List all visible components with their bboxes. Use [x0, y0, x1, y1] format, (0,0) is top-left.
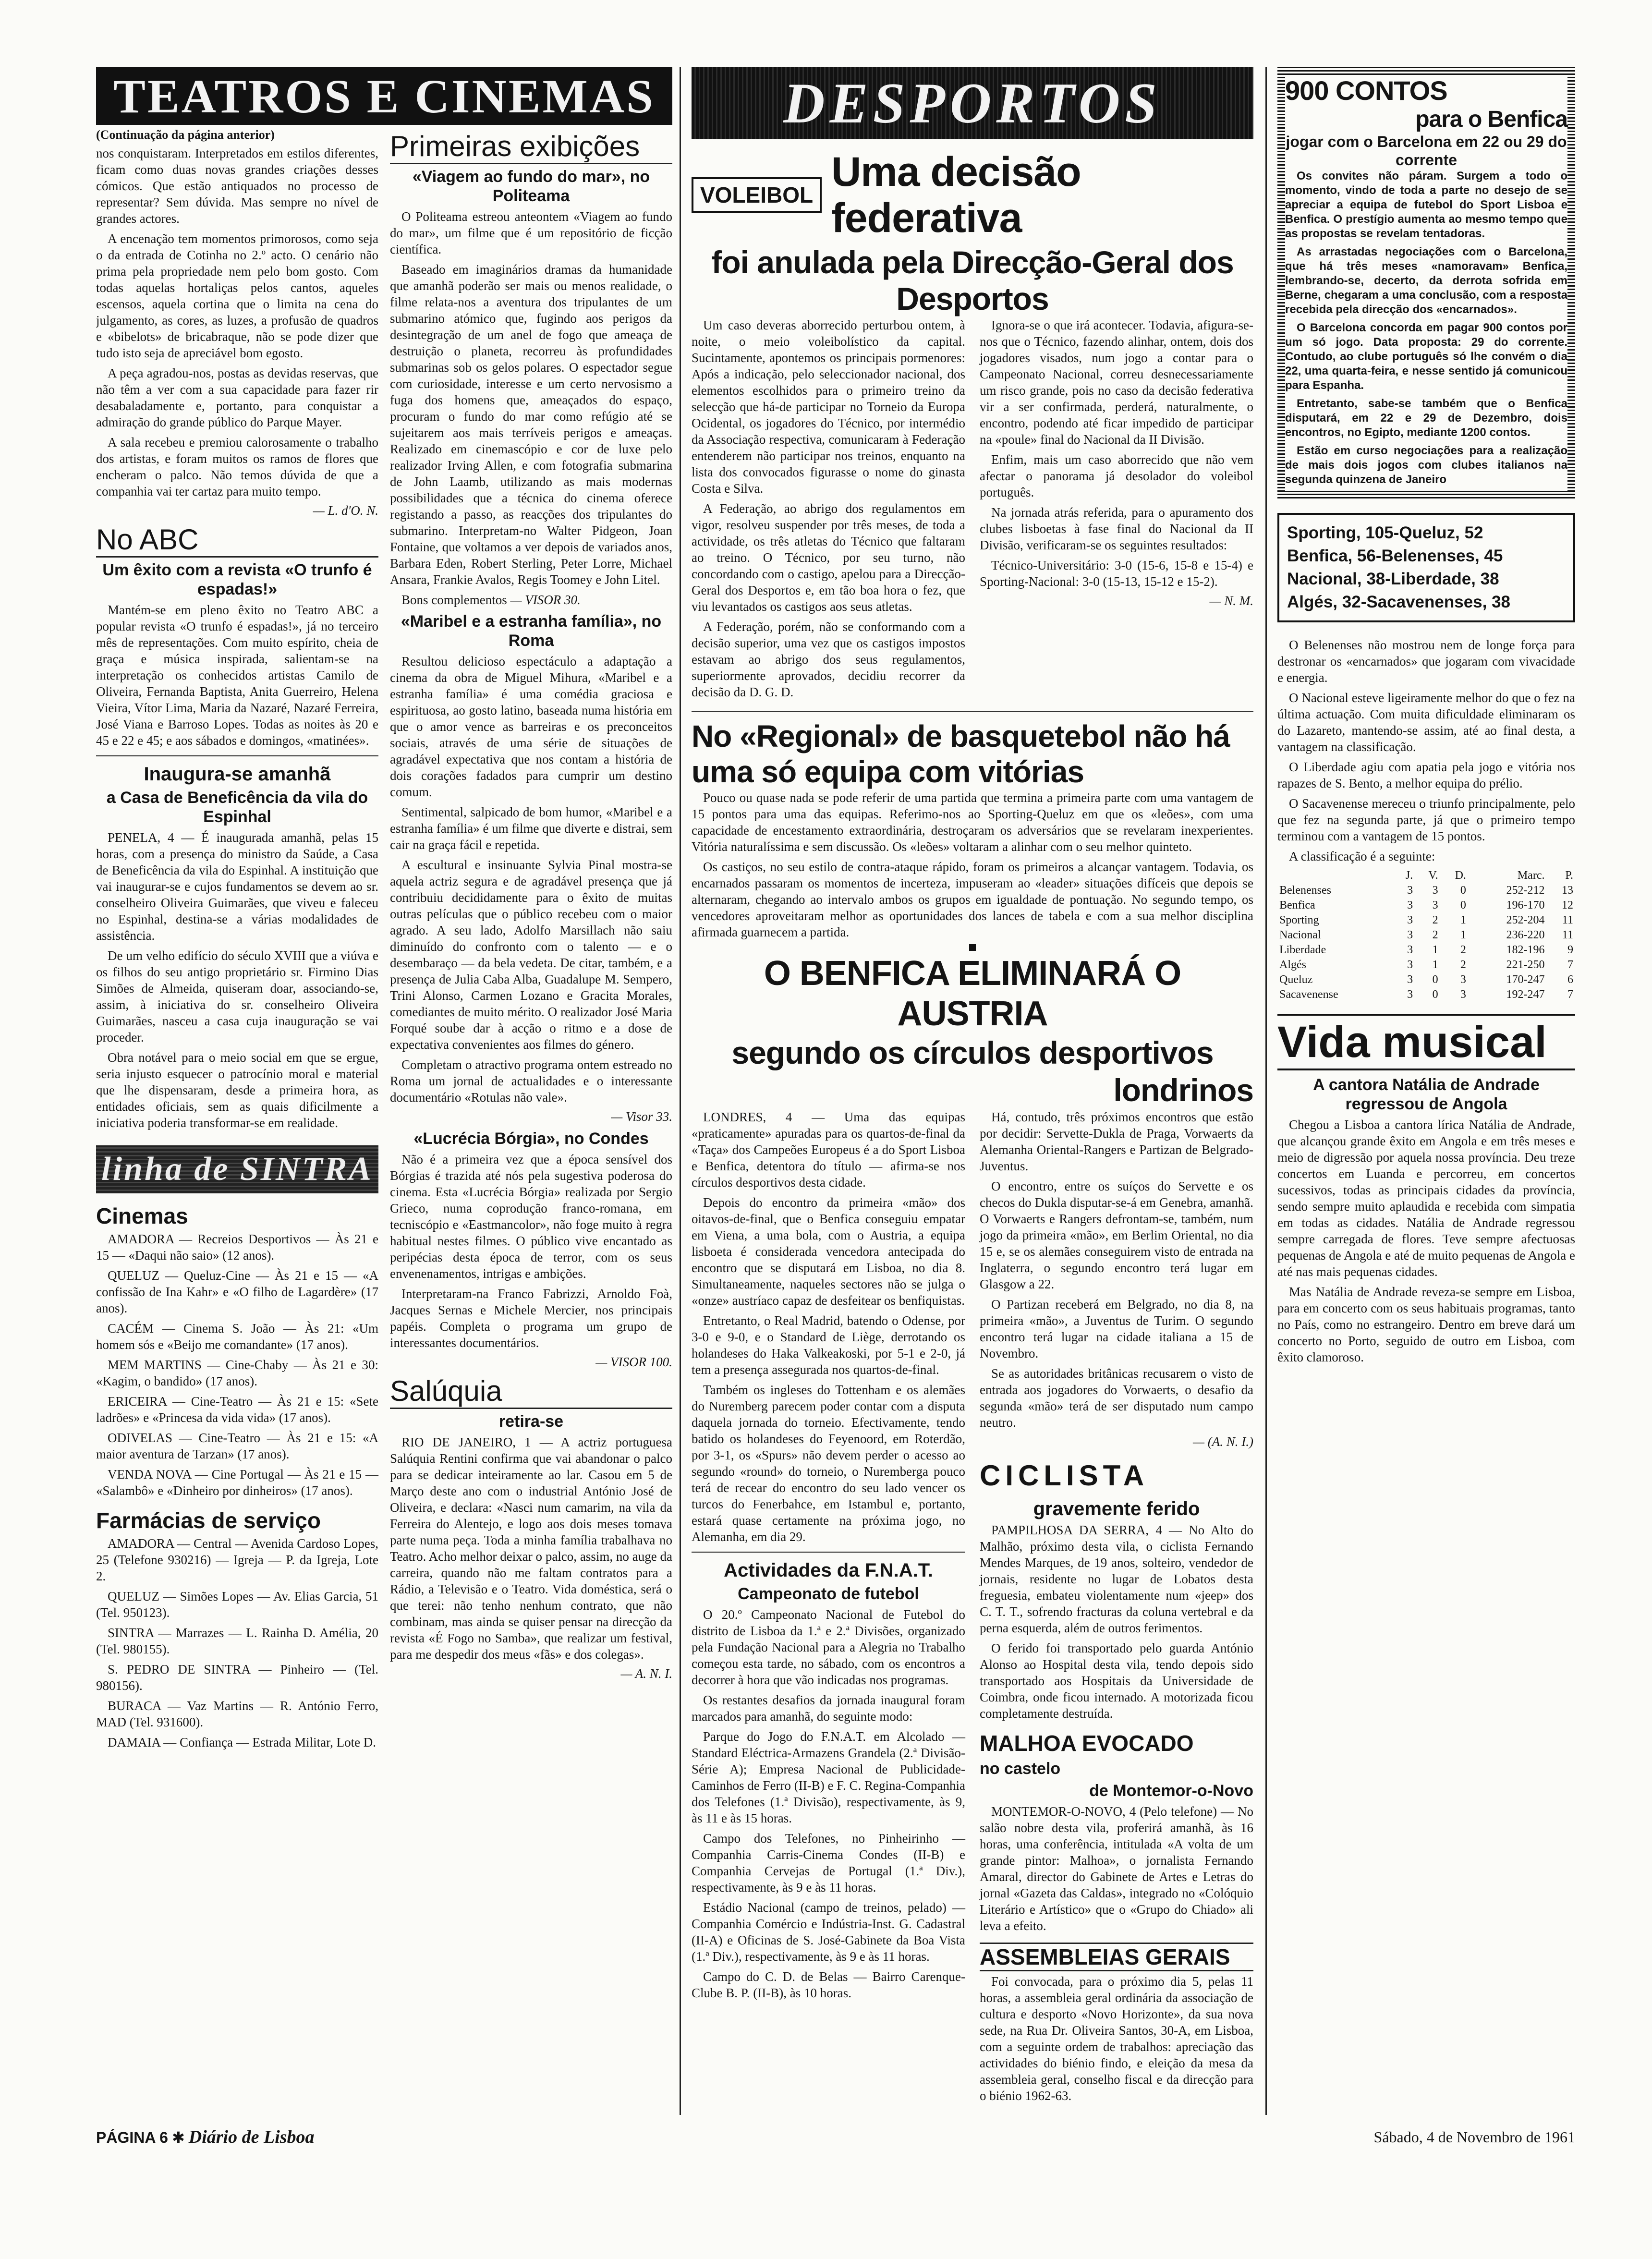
- paragraph: Um caso deveras aborrecido perturbou ontem, à noite, o meio voleibolístico da capital. Sucintamente, apontemos os principais pormenores: Após a indicação, pelo seleccionador nacional, dos elementos escolhidos para o primeiro treino da selecção que há-de participar no Torneio da Europa Ocidental, os jogadores do Técnico, por intermédio da Associação respectiva, comunicaram à Federação entenderem não participar nos treinos, enquanto na lista dos convocados figurasse o nome do ginasta Costa e Silva.: [692, 318, 965, 496]
- cell: 236-220: [1506, 929, 1545, 941]
- table-row: [1277, 958, 1575, 972]
- paragraph: Sentimental, salpicado de bom humor, «Maribel e a estranha família» é um filme que diverte e distrai, sem cair na graça fácil e repetida.: [390, 805, 672, 852]
- benfica-headline: O BENFICA ELIMINARÁ O AUSTRIA: [764, 954, 1181, 1033]
- voleibol-header: [692, 149, 1253, 241]
- pharmacy-listing: S. PEDRO DE SINTRA — Pinheiro — (Tel. 980156).: [96, 1662, 378, 1693]
- cinema-listing: CACÉM — Cinema S. João — Às 21: «Um homem sós e «Beijo me comandante» (17 anos).: [96, 1321, 378, 1352]
- paragraph: O Politeama estreou anteontem «Viagem ao fundo do mar», um filme que é um repositório de ficção científica.: [390, 209, 672, 256]
- cell: 0: [1460, 899, 1466, 911]
- paragraph: Também os ingleses do Tottenham e os alemães do Nuremberg parecem poder contar com a disputa daquela jornada do torneio. Efectivamente, tendo batido os holandeses do Feyenoord, em Roterdão, por 3-1, os «Spurs» não devem perder o acesso ao segundo «round» do torneio, o Nuremberga pouco terá de recear do encontro do seu lado vencer os turcos do Fenerbahce, em Istambul e, portanto, estará quase certamente na próxima jogo, no Alemanha, em dia 29.: [692, 1383, 965, 1544]
- lucrecia-subtitle: «Lucrécia Bórgia», no Condes: [413, 1130, 649, 1148]
- cell: 196-170: [1506, 899, 1545, 911]
- signature: — VISOR 100.: [595, 1355, 672, 1369]
- signature: — L. d'O. N.: [313, 503, 378, 518]
- cell: Benfica: [1279, 899, 1315, 911]
- cell: 7: [1567, 988, 1573, 1001]
- paragraph: nos conquistaram. Interpretados em estilos diferentes, ficam como duas novas grandes criações desses cómicos. Que estão antiquados no processo de representar? Sem dúvida. Mas sempre no nível de grandes actores.: [96, 146, 378, 226]
- paragraph: Os restantes desafios da jornada inaugural foram marcados para amanhã, do seguinte modo:: [692, 1693, 965, 1724]
- page-footer: [96, 2123, 1575, 2151]
- decisao-col-b: [980, 317, 1253, 704]
- left-subcol-a: [96, 125, 378, 1754]
- paragraph: A escultural e insinuante Sylvia Pinal mostra-se aquela actriz segura e de agradável presença que já contribuiu decididamente para o êxito de muitas outras películas que o público recebeu com o maior agrado. A seu lado, Adolfo Marsillach não saiu diminuído do confronto com o talento — e o desembaraço — da bela vedeta. De citar, também, e a presença de Julia Caba Alba, Guadalupe M. Sempero, Trini Alonso, Carmen Lozano e Gracita Morales, comediantes de muito mérito. O realizador José Maria Forqué soube dar à acção o ritmo e a dose de expectativa convenientes aos filmes do género.: [390, 858, 672, 1052]
- text: Bons complementos: [401, 593, 507, 607]
- teatros-masthead: TEATROS E CINEMAS: [96, 67, 672, 125]
- cell: 2: [1460, 944, 1466, 956]
- pharmacy-listing: QUELUZ — Simões Lopes — Av. Elias Garcia, 51 (Tel. 950123).: [96, 1589, 378, 1620]
- saluquia-subtitle: retira-se: [498, 1412, 564, 1431]
- paragraph: O Belenenses não mostrou nem de longe força para destronar os «encarnados» que jogaram com vivacidade e energia.: [1277, 638, 1575, 685]
- paragraph: O Partizan receberá em Belgrado, no dia 8, na primeira «mão», a Juventus de Turim. O segundo encontro terá lugar na cidade italiana a 15 de Novembro.: [980, 1297, 1253, 1360]
- paragraph: Enfim, mais um caso aborrecido que não vem afectar o panorama já desolador do voleibol português.: [980, 452, 1253, 499]
- abc-title: No ABC: [96, 523, 378, 558]
- paragraph: Há, contudo, três próximos encontros que estão por decidir: Servette-Dukla de Praga, Vorwaerts da Alemanha Oriental-Rangers e Partizan de Belgrado-Juventus.: [980, 1110, 1253, 1173]
- paragraph: Os convites não páram. Surgem a todo o momento, vindo de toda a parte no desejo de se apreciar a equipa de futebol do Sport Lisboa e Benfica. O prestígio aumenta ao mesmo tempo que as propostas se revelam tentadoras.: [1285, 170, 1567, 240]
- paragraph: LONDRES, 4 — Uma das equipas «praticamente» apuradas para os quartos-de-final da «Taça» dos Campeões Europeus é a do Sport Lisboa e Benfica, detentora do título — afirma-se nos círculos desportivos desta cidade.: [692, 1110, 965, 1190]
- cell: 3: [1407, 959, 1413, 971]
- cell: 13: [1562, 884, 1573, 897]
- paragraph: Na jornada atrás referida, para o apuramento dos clubes lisboetas à fase final do Nacional da II Divisão, verificaram-se os seguintes resultados:: [980, 505, 1253, 552]
- contos-headline: 900 CONTOS: [1285, 75, 1447, 106]
- paragraph: Os castiços, no seu estilo de contra-ataque rápido, foram os primeiros a alcançar vantagem. Todavia, os encarnados passaram os momentos de incerteza, impuseram ao «leader» situações difíceis que depois se alternaram, chegando ao intervalo ambos os grupos em igualdade de pontuação. No segundo tempo, os vencedores aproveitaram melhor as oportunidades dos lances de tabela e com a sua melhor disciplina afirmada guarnecem a partida.: [692, 860, 1253, 939]
- cell: 182-196: [1506, 944, 1545, 956]
- pharmacy-listing: AMADORA — Central — Avenida Cardoso Lopes, 25 (Telefone 930216) — Igreja — P. da Igreja, Lote 2.: [96, 1536, 378, 1583]
- cell: 1: [1432, 959, 1438, 971]
- paragraph: O Barcelona concorda em pagar 900 contos por um só jogo. Data proposta: 29 do corrente. Contudo, ao clube português só lhe convém o dia 22, uma quarta-feira, e nesse sentido já comunicou para Espanha.: [1285, 321, 1567, 392]
- decisao-body: [692, 317, 1253, 704]
- contos-headline-3: jogar com o Barcelona em 22 ou 29 do corrente: [1286, 133, 1567, 169]
- cell: Nacional: [1279, 929, 1321, 941]
- cell: 1: [1460, 914, 1466, 926]
- paragraph: Foi convocada, para o próximo dia 5, pelas 11 horas, a assembleia geral ordinária da associação de cultura e desporto «Novo Horizonte», da sua nova sede, na Rua Dr. Oliveira Santos, 30-A, em Lisboa, com a seguinte ordem de trabalhos: apreciação das actividades do biénio findo, e eleição da mesa da assembleia geral, conselho fiscal e da direcção para o biénio 1962-63.: [980, 1974, 1253, 2103]
- cell: 0: [1460, 884, 1466, 897]
- ciclista-subtitle: gravemente ferido: [1033, 1498, 1200, 1519]
- paragraph: Estádio Nacional (campo de treinos, pelado) — Companhia Comércio e Indústria-Inst. G. Cadastral (II-A) e Oficinas de S. José-Gabinete da Boa Vista (1.ª Div.), respectivamente, às 9 e às 11 horas.: [692, 1900, 965, 1964]
- paragraph: A peça agradou-nos, postas as devidas reservas, que não têm a ver com a sua capacidade para fazer rir desabaladamente e, portanto, para conquistar a admiração do grande público do Parque Mayer.: [96, 366, 378, 429]
- benfica-col-a: [692, 1109, 965, 2108]
- fnat-subtitle: Campeonato de futebol: [738, 1585, 919, 1603]
- table-row: [1277, 928, 1575, 943]
- cell: 3: [1407, 899, 1413, 911]
- assembleias-title: ASSEMBLEIAS GERAIS: [980, 1943, 1253, 1971]
- cell: 6: [1567, 973, 1573, 986]
- paragraph: Chegou a Lisboa a cantora lírica Natália de Andrade, que alcançou grande êxito em Angola e em três meses e meio de digressão por aquela nossa província. Deu treze concertos em Luanda e percorreu, em concertos sucessivos, todas as principais cidades da província, sendo sempre muito aplaudida e recebida com simpatia em todas as cidades. Natália de Andrade regressou sempre carregada de flores. Teve sempre afectuosas pequenas de Angola e até de muito pequenas de Angola e até nas mais pequenas cidades.: [1277, 1117, 1575, 1279]
- paragraph: O encontro, entre os suíços do Servette e os checos do Dukla disputar-se-á em Genebra, amanhã. O Vorwaerts e Rangers defrontam-se, também, num jogo da primeira «mão», em Berlim Oriental, no dia 15 e, se os alemães conseguirem visto de entrada na Inglaterra, o segundo encontro terá lugar em Glasgow a 22.: [980, 1179, 1253, 1291]
- section-marker: [692, 944, 1253, 953]
- table-header: V.: [1428, 869, 1438, 882]
- primeiras-title: Primeiras exibições: [390, 130, 672, 164]
- signature: — Visor 33.: [611, 1109, 672, 1124]
- contos-box: [1277, 67, 1575, 498]
- pharmacy-listing: DAMAIA — Confiança — Estrada Militar, Lote D.: [108, 1735, 377, 1749]
- voleibol-label: VOLEIBOL: [692, 177, 822, 213]
- paragraph: O 20.º Campeonato Nacional de Futebol do distrito de Lisboa da 1.ª e 2.ª Divisões, organizado pela Fundação Nacional para a Alegria no Trabalho começou esta tarde, no sábado, com os encontros a decorrer à hora que vão indicadas nos programas.: [692, 1607, 965, 1687]
- saluquia-title: Salúquia: [390, 1374, 672, 1409]
- cell: 3: [1460, 973, 1466, 986]
- paragraph: As arrastadas negociações com o Barcelona, que há três meses «namoravam» Benfica, lembrando-se, decerto, da derrota sofrida em Berne, chegaram a uma conclusão, com a resposta recebida pela direcção dos «encarnados».: [1285, 245, 1567, 316]
- decisao-col-a: [692, 317, 965, 704]
- cinema-listing: ODIVELAS — Cine-Teatro — Às 21 e 15: «A maior aventura de Tarzan» (17 anos).: [96, 1431, 378, 1461]
- paragraph: A Federação, ao abrigo dos regulamentos em vigor, resolveu suspender por três meses, de toda a actividade, os três atletas do Técnico que faltaram ao treino. O Técnico, por seu turno, não concordando com o castigo, apelou para a Direcção-Geral dos Desportos e, em tão boa hora o fez, que viu levantados os castigos aos seus atletas.: [692, 501, 965, 614]
- left-section: [96, 67, 672, 2115]
- paragraph: O Liberdade agiu com apatia pela jogo e vitória nos rapazes de S. Bento, a melhor equipa do prélio.: [1277, 760, 1575, 790]
- paragraph: Campo do C. D. de Belas — Bairro Carenque-Clube B. P. (II-B), às 10 horas.: [692, 1969, 965, 2000]
- paragraph: Obra notável para o meio social em que se ergue, seria injusto esquecer o patrocínio moral e material que lhe dispensaram, desde a primeira hora, as entidades oficiais, sem as quais dificilmente a iniciativa poderia transformar-se em realidade.: [96, 1050, 378, 1130]
- maribel-subtitle: «Maribel e a estranha família», no Roma: [401, 612, 662, 650]
- cell: Belenenses: [1279, 884, 1331, 897]
- penela-title: Inaugura-se amanhã: [144, 764, 331, 785]
- abc-subtitle: Um êxito com a revista «O trunfo é espadas!»: [102, 561, 372, 598]
- score-line: Benfica, 56-Belenenses, 45: [1287, 547, 1503, 565]
- paragraph: Interpretaram-na Franco Fabrizzi, Arnoldo Foà, Jacques Sernas e Michele Mercier, nos principais papéis. Completa o programa um grupo de interessantes documentários.: [390, 1287, 672, 1350]
- viagem-subtitle: «Viagem ao fundo do mar», no Politeama: [412, 168, 650, 205]
- paragraph: Resultou delicioso espectáculo a adaptação a cinema da obra de Miguel Mihura, «Maribel e a estranha família» é uma comédia graciosa e espirituosa, ao gosto latino, baseada numa história em que o amor vence as barreiras e os preconceitos sociais, através de uma série de situações de agradável expectativa que nos contam a história de dois corações fadados para cumprir um destino comum.: [390, 654, 672, 799]
- paragraph: Parque do Jogo do F.N.A.T. em Alcolado — Standard Eléctrica-Armazens Grandela (2.ª Divisão-Série A); Empresa Nacional de Publicidade-Caminhos de Ferro (II-B) e F. C. Regina-Companhia dos Telefones (1.ª Divisão), respectivamente, às 9, às 11 e às 15 horas.: [692, 1729, 965, 1825]
- divider: [96, 755, 378, 756]
- malhoa-subtitle-2: de Montemor-o-Novo: [1089, 1782, 1253, 1800]
- footer-left: [96, 2126, 315, 2148]
- cinemas-title: Cinemas: [96, 1203, 188, 1228]
- table-row: [1277, 913, 1575, 928]
- cell: Queluz: [1279, 973, 1313, 986]
- cell: 192-247: [1506, 988, 1545, 1001]
- paragraph: MONTEMOR-O-NOVO, 4 (Pelo telefone) — No salão nobre desta vila, proferirá amanhã, às 16 horas, uma conferência, intitulada «A volta de um grande pintor: Malhoa», o jornalista Fernando Amaral, director do Gabinete de Artes e Letras do jornal «Gazeta das Caldas», integrado no «Colóquio Literário e Artístico» que o «Grupo do Chiado» ali leva a efeito.: [980, 1804, 1253, 1933]
- malhoa-subtitle: no castelo: [980, 1760, 1061, 1778]
- paragraph: Depois do encontro da primeira «mão» dos oitavos-de-final, que o Benfica conseguiu empatar em Viena, a uma bola, com o Austria, a equipa lisboeta é considerada vencedora antecipada do encontro que se disputará em Lisboa, no dia 8. Simultaneamente, naqueles sectores não se julga o «onze» austríaco capaz de desfeitear os benfiquistas.: [692, 1195, 965, 1308]
- cell: 0: [1432, 973, 1438, 986]
- cell: 0: [1432, 988, 1438, 1001]
- cinema-listing: ERICEIRA — Cine-Teatro — Às 21 e 15: «Sete ladrões» e «Princesa da vida vida» (17 anos).: [96, 1394, 378, 1425]
- malhoa-title: MALHOA EVOCADO: [980, 1731, 1194, 1756]
- paragraph: A Federação, porém, não se conformando com a decisão superior, uma vez que os castigos impostos estavam ao abrigo dos seus regulamentos, superiormente aprovados, decidiu recorrer da decisão da D. G. D.: [692, 619, 965, 699]
- paragraph: Mas Natália de Andrade reveza-se sempre em Lisboa, para em concerto com os seus habituais programas, tanto no País, como no estrangeiro. Dentro em breve dará um concerto no Porto, seguido de outro em Lisboa, com êxito clamoroso.: [1277, 1285, 1575, 1364]
- table-header: [1277, 868, 1394, 883]
- cinema-listing: MEM MARTINS — Cine-Chaby — Às 21 e 30: «Kagim, o bandido» (17 anos).: [96, 1358, 378, 1388]
- dot-marker: [969, 944, 976, 951]
- paragraph: Técnico-Universitário: 3-0 (15-6, 15-8 e 15-4) e Sporting-Nacional: 3-0 (15-13, 15-12 e 15-2).: [980, 558, 1253, 589]
- cell: 11: [1562, 929, 1573, 941]
- benfica-col-b: [980, 1109, 1253, 2108]
- cell: 2: [1460, 959, 1466, 971]
- pharmacy-listing: SINTRA — Marrazes — L. Rainha D. Amélia, 20 (Tel. 980155).: [96, 1626, 378, 1656]
- paragraph: PAMPILHOSA DA SERRA, 4 — No Alto do Malhão, próximo desta vila, o ciclista Fernando Mendes Marques, de 19 anos, solteiro, vendedor de jornais, residente no lugar de Lobatos desta freguesia, embateu violentamente num «jeep» dos C. T. T., sofrendo fracturas da coluna vertebral e da perna esquerda, além de outros ferimentos.: [980, 1523, 1253, 1635]
- cell: 3: [1432, 899, 1438, 911]
- column-rule: [680, 67, 681, 2115]
- sintra-banner: [96, 1145, 378, 1193]
- score-line: Sporting, 105-Queluz, 52: [1287, 523, 1483, 542]
- cell: 3: [1432, 884, 1438, 897]
- table-header: D.: [1455, 869, 1466, 882]
- paragraph: PENELA, 4 — É inaugurada amanhã, pelas 15 horas, com a presença do ministro da Saúde, a Casa de Beneficência da vila do Espinhal. A instituição que vai inaugurar-se e cujos fundamentos se devem ao sr. conselheiro Oliveira Guimarães, que viveu e faleceu no Espinhal, destina-se a várias modalidades de assistência.: [96, 830, 378, 943]
- divider: [692, 1552, 965, 1553]
- paragraph: Se as autoridades britânicas recusarem o visto de entrada aos jogadores do Vorwaerts, o desafio da segunda «mão» terá de ser disputado num campo neutro.: [980, 1366, 1253, 1430]
- cell: 3: [1407, 973, 1413, 986]
- table-row: [1277, 883, 1575, 898]
- classification-table: [1277, 868, 1575, 1002]
- fnat-title: Actividades da F.N.A.T.: [724, 1560, 933, 1581]
- pharmacy-listing: BURACA — Vaz Martins — R. António Ferro, MAD (Tel. 931600).: [96, 1699, 378, 1729]
- paragraph: De um velho edifício do século XVIII que a viúva e os filhos do seu antigo proprietário sr. Firmino Dias Simões de Almeida, quiseram doar, associando-se, assim, à iniciativa do sr. conselheiro Oliveira Guimarães, nasceu a casa cuja inauguração se vai proceder.: [96, 948, 378, 1044]
- paragraph: Entretanto, sabe-se também que o Benfica disputará, em 22 e 29 de Dezembro, dois encontros, no Egipto, mediante 1200 contos.: [1285, 397, 1567, 439]
- cell: Sacavenense: [1279, 988, 1338, 1001]
- table-header: P.: [1565, 869, 1573, 882]
- paragraph: A sala recebeu e premiou calorosamente o trabalho dos artistas, e foram muitos os ramos de flores que encheram o palco. Não temos dúvida de que a companhia vai ter cartaz para muito tempo.: [96, 435, 378, 498]
- cell: 170-247: [1506, 973, 1545, 986]
- divider: [692, 711, 1253, 712]
- cell: 11: [1562, 914, 1573, 926]
- table-row: [1277, 898, 1575, 913]
- paragraph: Entretanto, o Real Madrid, batendo o Odense, por 3-0 e 9-0, e o Standard de Liège, derrotando os holandeses do Haka Valkeakoski, por 5-1 e 2-0, já tem a presença assegurada nos quartos-de-final.: [692, 1313, 965, 1377]
- right-section: [1277, 67, 1575, 2115]
- paragraph: O Nacional esteve ligeiramente melhor do que o fez na última actuação. Com muita dificuldade eliminaram os do Lazareto, mantendo-se assim, até ao final desta, a vantagem na classificação.: [1277, 691, 1575, 754]
- cell: 12: [1562, 899, 1573, 911]
- cell: 221-250: [1506, 959, 1545, 971]
- paragraph: Não é a primeira vez que a época sensível dos Bórgias é trazida até nós pela sugestiva poderosa do cinema. Esta «Lucrécia Bórgia» realizada por Sergio Grieco, numa coprodução franco-romana, em tecniscópio e «Eastmancolor», não foge muito à regra habitual nestes filmes. O público vive encantado as peripécias desta época de terror, com os seus envenenamentos, intrigas e ambições.: [390, 1152, 672, 1281]
- cell: 3: [1407, 988, 1413, 1001]
- footer-date: Sábado, 4 de Novembro de 1961: [1373, 2128, 1575, 2146]
- continuation-note: (Continuação da página anterior): [96, 128, 275, 142]
- paragraph: Campo dos Telefones, no Pinheirinho — Companhia Carris-Cinema Condes (II-B) e Companhia Cervejas de Portugal (1.ª Div.), respectivamente, às 9 e às 11 horas.: [692, 1831, 965, 1895]
- benfica-headline-2: segundo os círculos desportivos: [731, 1035, 1214, 1070]
- decisao-headline: Uma decisão federativa: [831, 149, 1081, 241]
- cell: 3: [1407, 929, 1413, 941]
- desportos-masthead: DESPORTOS: [692, 67, 1253, 139]
- benfica-body: [692, 1109, 1253, 2108]
- sintra-banner-label: linha de SINTRA: [101, 1151, 373, 1188]
- paragraph: [390, 592, 672, 608]
- farmacias-title: Farmácias de serviço: [96, 1508, 321, 1533]
- penela-subtitle: a Casa de Beneficência da vila do Espinhal: [106, 789, 368, 826]
- cell: 9: [1567, 944, 1573, 956]
- contos-headline-2: para o Benfica: [1415, 107, 1567, 132]
- cell: 2: [1432, 914, 1438, 926]
- paragraph: Mantém-se em pleno êxito no Teatro ABC a popular revista «O trunfo é espadas!», já no terceiro mês de representações. Com muito espírito, cheia de graça e música inspirada, salientam-se na interpretação os conhecidos artistas Camilo de Oliveira, Fernanda Baptista, Anita Guerreiro, Helena Vieira, Vítor Lima, Maria da Nazaré, Nazaré Ferreira, José Viana e Barroso Lopes. Todas as noites às 20 e 45 e 22 e 45; e aos sábados e domingos, «matinées».: [96, 603, 378, 748]
- cell: 252-204: [1506, 914, 1545, 926]
- cell: Liberdade: [1279, 944, 1326, 956]
- cell: 7: [1567, 959, 1573, 971]
- paragraph: Completam o atractivo programa ontem estreado no Roma um jornal de actualidades e o interessante documentário «Rotulas não vale».: [390, 1057, 672, 1105]
- cell: 2: [1432, 929, 1438, 941]
- signature: — A. N. I.: [620, 1666, 672, 1681]
- table-header: Marc.: [1517, 869, 1545, 882]
- paragraph: Baseado em imaginários dramas da humanidade que amanhã poderão ser mais ou menos realidade, o filme relata-nos a aventura dos tripulantes de um submarino atómico que, fugindo aos perigos da desintegração de um anel de fogo que ameaça de destruição o planeta, recorreu às profundidades submarinas sob os gelos polares. O espectador segue com curiosidade, interesse e um certo nervosismo a fuga dos homens que, ameaçados do espaço, procuram o fundo do mar como refúgio até se sujeitarem aos mais terríveis perigos e ameaças. Realizado em cinemascópio e cor de luxe pelo realizador Irving Allen, e com fotografia submarina de John Laamb, utilizando as mais modernas possibilidades que a técnica do cinema oferece registando a passo, as reacções dos tripulantes do submarino. Interpretam-no Walter Pidgeon, Joan Fontaine, que voltamos a ver depois de variados anos, Barbara Eden, Robert Sterling, Peter Lorre, Michael Ansara, Frankie Avalos, Regis Toomey e John Litel.: [390, 262, 672, 587]
- cell: 3: [1407, 884, 1413, 897]
- table-row: [1277, 972, 1575, 987]
- score-line: Algés, 32-Sacavenenses, 38: [1287, 593, 1511, 611]
- cell: 1: [1460, 929, 1466, 941]
- basquetebol-headline: No «Regional» de basquetebol não há uma só equipa com vitórias: [692, 719, 1230, 789]
- score-line: Nacional, 38-Liberdade, 38: [1287, 570, 1499, 588]
- page-number: PÁGINA 6: [96, 2129, 168, 2146]
- middle-section: [692, 67, 1253, 2115]
- newspaper-name: Diário de Lisboa: [188, 2127, 315, 2147]
- vida-musical-subtitle: A cantora Natália de Andrade regressou de Angola: [1313, 1076, 1540, 1113]
- table-header-row: [1277, 868, 1575, 883]
- cinema-listing: AMADORA — Recreios Desportivos — Às 21 e 15 — «Daqui não saio» (12 anos).: [96, 1232, 378, 1263]
- decisao-headline-2: foi anulada pela Direcção-Geral dos Desportos: [711, 244, 1234, 316]
- cell: 252-212: [1506, 884, 1545, 897]
- table-row: [1277, 943, 1575, 958]
- table-header: J.: [1405, 869, 1413, 882]
- signature: — N. M.: [1209, 594, 1253, 608]
- paragraph: Pouco ou quase nada se pode referir de uma partida que termina a primeira parte com uma vantagem de 15 pontos para uma das equipas. Referimo-nos ao Sporting-Queluz em que os «leões», com uma capacidade de encestamento extraordinária, destroçaram os adversários que se revelaram inexperientes. Vitória naturalíssima e sem discussão. Os «leões» voltaram a alinhar com o seu melhor quinteto.: [692, 790, 1253, 854]
- signature: — VISOR 30.: [510, 593, 581, 607]
- paragraph: O ferido foi transportado pelo guarda António Alonso ao Hospital desta vila, tendo depois sido transportado aos Hospitais da Universidade de Coimbra, onde ficou internado. A motorizada ficou completamente destruída.: [980, 1641, 1253, 1721]
- table-row: [1277, 987, 1575, 1002]
- basketball-scores-box: [1277, 513, 1575, 622]
- vida-musical-title: Vida musical: [1277, 1014, 1575, 1070]
- star-icon: ✱: [171, 2129, 185, 2146]
- left-subcol-b: [390, 125, 672, 1754]
- paragraph: A classificação é a seguinte:: [1289, 849, 1435, 863]
- column-rule: [1265, 67, 1267, 2115]
- paragraph: O Sacavenense mereceu o triunfo principalmente, pelo que fez na segunda parte, já que o primeiro tempo terminou com a vantagem de 15 pontos.: [1277, 796, 1575, 843]
- cell: 3: [1407, 914, 1413, 926]
- paragraph: A encenação tem momentos primorosos, como seja o da entrada de Cotinha no 2.º acto. O cenário não prima pela propriedade nem pelo bom gosto. Com todas aquelas hortaliças pelos cantos, aqueles escensos, aquela cortina que o limita na cena do julgamento, as cores, as luzes, a profusão de quadros e «bibelots» de bricabraque, não se pode dizer que tudo isto seja de apreciável bom egosto.: [96, 231, 378, 360]
- paragraph: Ignora-se o que irá acontecer. Todavia, afigura-se-nos que o Técnico, fazendo alinhar, ontem, dois dos jogadores visados, num jogo a contar para o Campeonato Nacional, correu desnecessariamente um risco grande, pois no caso da decisão federativa vir a ser confirmada, perderá, naturalmente, o encontro, podendo até ficar impedido de participar na «poule» final do Nacional da II Divisão.: [980, 318, 1253, 447]
- cell: 3: [1407, 944, 1413, 956]
- benfica-headline-3: londrinos: [1113, 1072, 1253, 1108]
- cell: 3: [1460, 988, 1466, 1001]
- cell: 1: [1432, 944, 1438, 956]
- paragraph: Estão em curso negociações para a realização de mais dois jogos com clubes italianos na segunda quinzena de Janeiro: [1285, 444, 1567, 486]
- paragraph: RIO DE JANEIRO, 1 — A actriz portuguesa Salúquia Rentini confirma que vai abandonar o palco para se dedicar inteiramente ao lar. Casou em 5 de Março deste ano com o industrial António José de Oliveira, e declara: «Nasci num camarim, na vila da Ferreira do Alentejo, e logo aos dois meses tomava parte numa peça. Toda a minha família trabalhava no Teatro. Acho melhor deixar o palco, assim, no auge da carreira, quando não me faltam contratos para a Rádio, a Televisão e o Teatro. Vida doméstica, será o que terei: não tenho nenhum contrato, que não combinam, mas ainda se quiser pensar na direcção da revista «É Fogo no Samba», que realizar um festival, para me despedir dos meus «fãs» e dos colegas».: [390, 1435, 672, 1662]
- signature: — (A. N. I.): [1193, 1434, 1253, 1449]
- cinema-listing: VENDA NOVA — Cine Portugal — Às 21 e 15 — «Salambô» e «Dinheiro por dinheiros» (17 anos).: [96, 1467, 378, 1498]
- cell: Algés: [1279, 959, 1306, 971]
- cell: Sporting: [1279, 914, 1319, 926]
- cinema-listing: QUELUZ — Queluz-Cine — Às 21 e 15 — «A confissão de Ina Kahr» e «O filho de Lagardère» (17 anos).: [96, 1268, 378, 1315]
- ciclista-title: CICLISTA: [980, 1459, 1149, 1492]
